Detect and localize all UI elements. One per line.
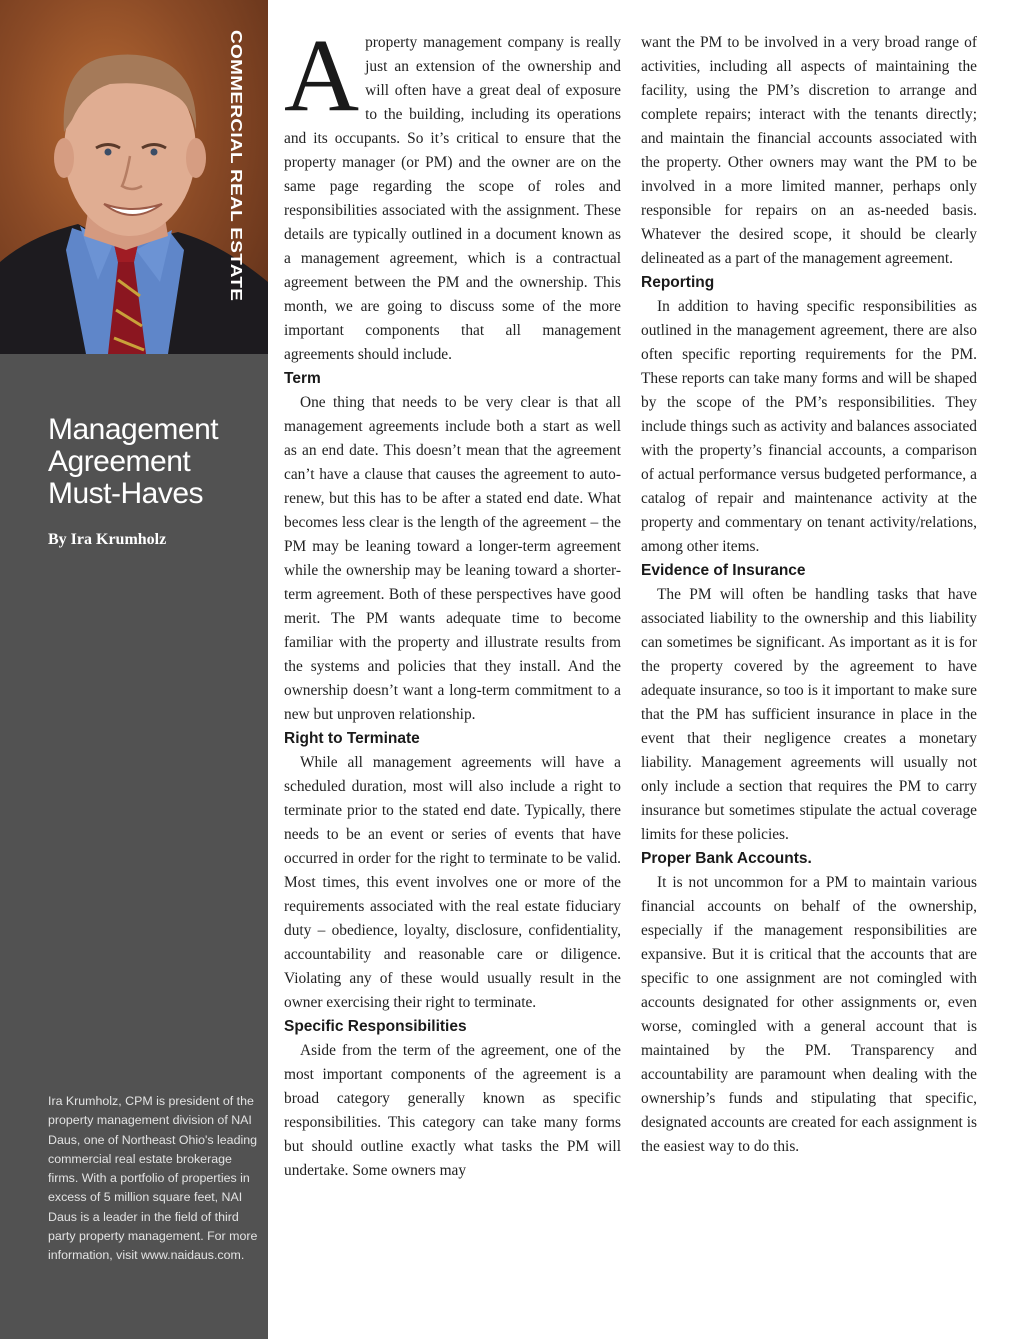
section-heading-reporting: Reporting [641,274,715,291]
section-heading-proper-bank-accounts: Proper Bank Accounts. [641,850,812,867]
section-heading-term: Term [284,370,321,387]
section-body-term: One thing that needs to be very clear is that all management agreements include both a start as well as an end date. This doesn’t mean that the agreement can’t have a clause that causes the agreement to auto-renew, but this has to be after a stated end date. What becomes less clear is the length of the agreement – the PM may be leaning toward a longer-term agreement while the ownership may be leaning toward a shorter-term agreement. Both of these perspectives have good merit. The PM wants adequate time to become familiar with the property and illustrate results from the systems and policies that they install. And the ownership doesn’t want a long-term commitment to a new but unproven relationship. [284,394,621,723]
section-heading-specific-responsibilities: Specific Responsibilities [284,1018,467,1035]
section-heading-right-to-terminate: Right to Terminate [284,730,420,747]
section-label [226,30,266,320]
byline: By Ira Krumholz [48,531,167,548]
author-bio: Ira Krumholz, CPM is president of the property management division of NAI Daus, one of Northeast Ohio's leading commercial real estate brokerage firms. With a portfolio of properties in excess of 5 million square feet, NAI Daus is a leader in the field of third party property management. For more information, visit www.naidaus.com. [48,1094,258,1263]
article-column-1 [284,18,621,1183]
section-body-specific-responsibilities: Aside from the term of the agreement, one of the most important components of the agreement is a broad category generally known as specific responsibilities. This category can take many forms but should outline exactly what tasks the PM will undertake. Some owners may [284,1042,621,1179]
sidebar [0,0,268,1339]
section-label-text: COMMERCIAL REAL ESTATE [226,30,245,302]
section-body-reporting: In addition to having specific responsibilities as outlined in the management agreement, there are also often specific reporting requirements for the PM. These reports can take many forms and will be shaped by the scope of the PM’s responsibilities. They include things such as activity and balances associated with the property’s financial accounts, a comparison of actual performance versus budgeted performance, a catalog of repair and maintenance activity at the property and commentary on tenant activity/relations, among other items. [641,298,977,555]
drop-cap: A [284,18,360,133]
article-column-2 [641,31,977,1159]
section-body-proper-bank-accounts: It is not uncommon for a PM to maintain various financial accounts on behalf of the ownership, especially if the management responsibilities are expansive. But it is critical that the accounts that are specific to one assignment are not comingled with accounts designated for other assignments or, even worse, comingled with a general account that is maintained by the PM. Transparency and accountability are paramount when dealing with the ownership’s funds and stipulating that specific, designated accounts are created for each assignment is the easiest way to do this. [641,874,977,1155]
section-body-specific-responsibilities-continued: want the PM to be involved in a very broad range of activities, including all aspects of maintaining the facility, using the PM’s discretion to arrange and complete repairs; interact with the tenants directly; and maintain the financial accounts associated with the property. Other owners may want the PM to be involved in a more limited manner, perhaps only responsible for repairs on an as-needed basis. Whatever the desired scope, it should be clearly delineated as a part of the management agreement. [641,34,977,267]
section-body-evidence-of-insurance: The PM will often be handling tasks that have associated liability to the ownership and this liability can sometimes be significant. As important as it is for the property covered by the agreement to have adequate insurance, so too is it important to make sure that the PM has sufficient insurance in place in the event that their negligence creates a monetary liability. Management agreements will usually not only include a section that requires the PM to carry insurance but sometimes stipulate the actual coverage limits for these policies. [641,586,977,843]
section-heading-evidence-of-insurance: Evidence of Insurance [641,562,806,579]
intro-paragraph: property management company is really just an extension of the ownership and will often have a great deal of exposure to the building, including its operations and its occupants. So it’s critical to ensure that the property manager (or PM) and the owner are on the same page regarding the scope of roles and responsibilities associated with the assignment. These details are typically outlined in a document known as a management agreement, which is a contractual agreement between the PM and the ownership. This month, we are going to discuss some of the more important components that all management agreements should include. [284,34,621,363]
section-body-right-to-terminate: While all management agreements will have a scheduled duration, most will also include a right to terminate prior to the stated end date. Typically, there needs to be an event or series of events that have occurred in order for the right to terminate to be valid. Most times, this event involves one or more of the requirements associated with the real estate fiduciary duty – obedience, loyalty, disclosure, confidentiality, accountability and reasonable care or diligence. Violating any of these would usually result in the owner exercising their right to terminate. [284,754,621,1011]
article-title: Management Agreement Must-Haves [48,413,219,510]
